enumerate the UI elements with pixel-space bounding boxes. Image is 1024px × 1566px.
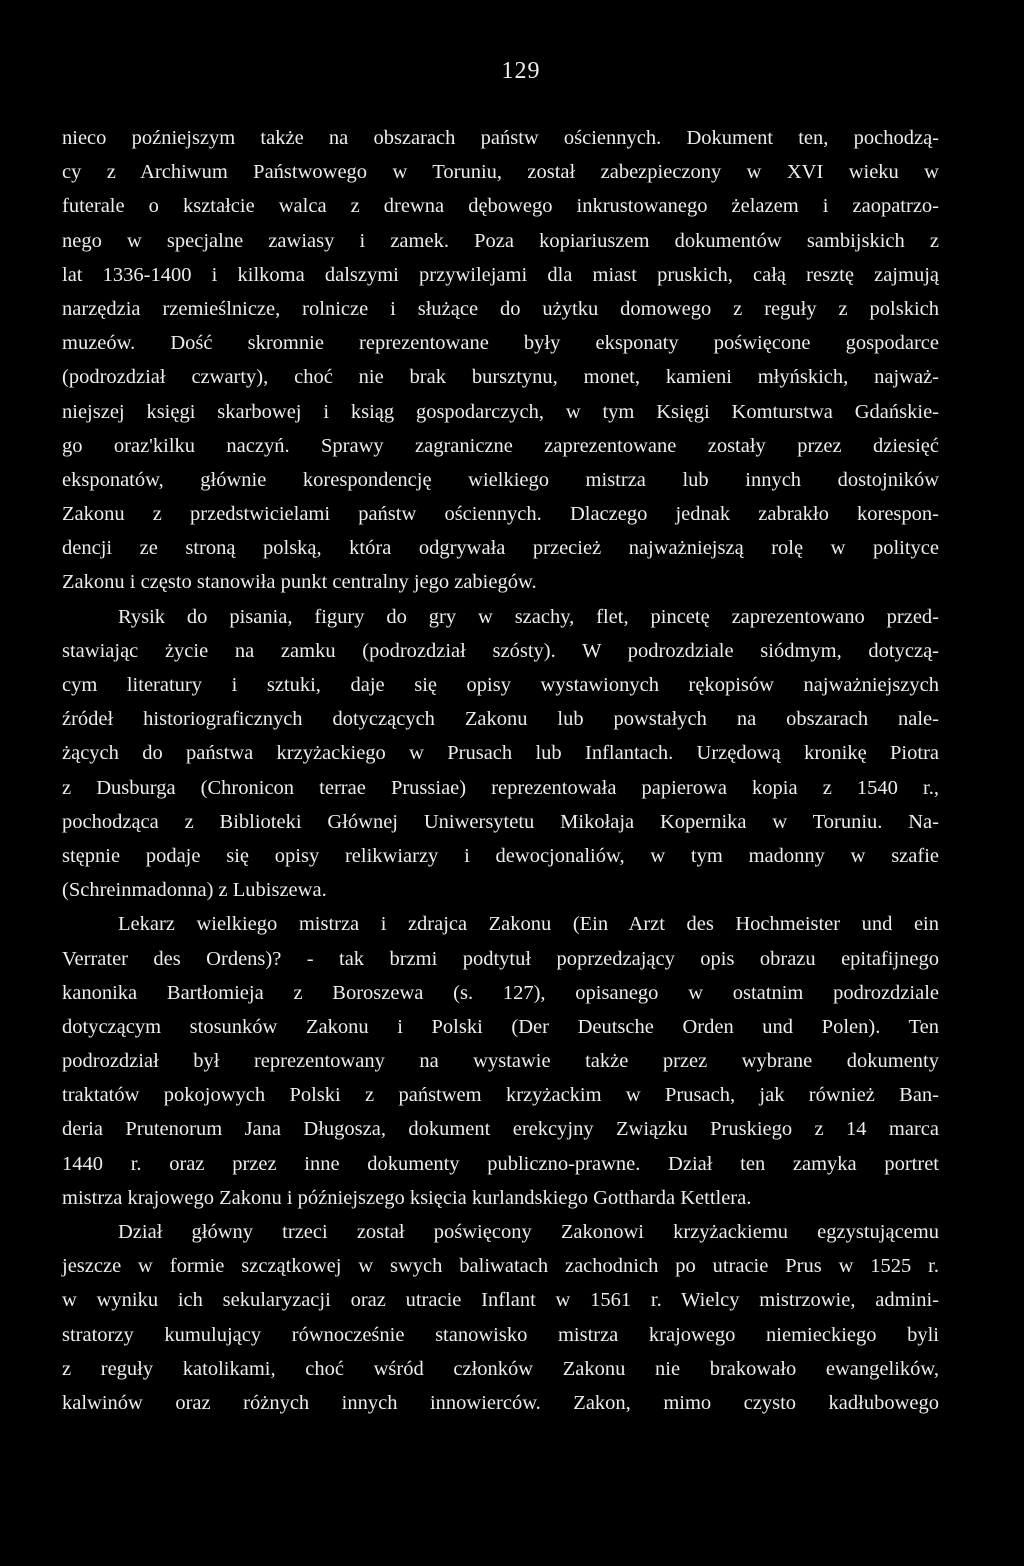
text-line: go oraz'kilku naczyń. Sprawy zagraniczne zaprezentowane zostały przez dziesięć bbox=[62, 434, 939, 457]
text-line: stratorzy kumulujący równocześnie stanowisko mistrza krajowego niemieckiego byli bbox=[62, 1323, 939, 1346]
page-number: 129 bbox=[501, 58, 541, 84]
text-line: eksponatów, głównie korespondencję wielkiego mistrza lub innych dostojników bbox=[62, 468, 939, 491]
text-line: źródeł historiograficznych dotyczących Zakonu lub powstałych na obszarach nale- bbox=[62, 708, 939, 731]
text-line: Zakonu z przedstwicielami państw ościennych. Dlaczego jednak zabrakło korespon- bbox=[62, 503, 939, 526]
paragraph-end-line: (Schreinmadonna) z Lubiszewa. bbox=[62, 879, 327, 902]
text-line: nego w specjalne zawiasy i zamek. Poza kopiariuszem dokumentów sambijskich z bbox=[62, 229, 939, 252]
paragraph-end-line: Zakonu i często stanowiła punkt centralny jego zabiegów. bbox=[62, 571, 537, 594]
text-line: narzędzia rzemieślnicze, rolnicze i służące do użytku domowego z reguły z polskich bbox=[62, 297, 939, 320]
text-line: cy z Archiwum Państwowego w Toruniu, został zabezpieczony w XVI wieku w bbox=[62, 161, 939, 184]
text-line: kanonika Bartłomieja z Boroszewa (s. 127), opisanego w ostatnim podrozdziale bbox=[62, 981, 939, 1004]
text-line: traktatów pokojowych Polski z państwem krzyżackim w Prusach, jak również Ban- bbox=[62, 1084, 939, 1107]
text-line: dotyczącym stosunków Zakonu i Polski (Der Deutsche Orden und Polen). Ten bbox=[62, 1015, 939, 1038]
text-line: 1440 r. oraz przez inne dokumenty publiczno-prawne. Dział ten zamyka portret bbox=[62, 1152, 939, 1175]
text-line: niejszej księgi skarbowej i ksiąg gospodarczych, w tym Księgi Komturstwa Gdańskie- bbox=[62, 400, 939, 423]
text-line: muzeów. Dość skromnie reprezentowane były eksponaty poświęcone gospodarce bbox=[62, 332, 939, 355]
text-line: w wyniku ich sekularyzacji oraz utracie Inflant w 1561 r. Wielcy mistrzowie, admini- bbox=[62, 1289, 939, 1312]
text-line: podrozdział był reprezentowany na wystawie także przez wybrane dokumenty bbox=[62, 1050, 939, 1073]
text-line: stawiając życie na zamku (podrozdział szósty). W podrozdziale siódmym, dotyczą- bbox=[62, 639, 939, 662]
text-line: nieco poźniejszym także na obszarach państw ościennych. Dokument ten, pochodzą- bbox=[62, 127, 939, 149]
text-line: Verrater des Ordens)? - tak brzmi podtytuł poprzedzający opis obrazu epitafijnego bbox=[62, 947, 939, 970]
text-line: żących do państwa krzyżackiego w Prusach lub Inflantach. Urzędową kronikę Piotra bbox=[62, 742, 939, 765]
paragraph-start-line: Rysik do pisania, figury do gry w szachy, flet, pincetę zaprezentowano przed- bbox=[118, 605, 939, 628]
body-text bbox=[62, 121, 939, 1420]
paragraph-start-line: Lekarz wielkiego mistrza i zdrajca Zakonu (Ein Arzt des Hochmeister und ein bbox=[118, 913, 939, 936]
text-line: cym literatury i sztuki, daje się opisy wystawionych rękopisów najważniejszych bbox=[62, 674, 939, 696]
text-line: kalwinów oraz różnych innych innowierców. Zakon, mimo czysto kadłubowego bbox=[62, 1391, 939, 1414]
text-line: jeszcze w formie szczątkowej w swych baliwatach zachodnich po utracie Prus w 1525 r. bbox=[62, 1255, 939, 1278]
text-line: (podrozdział czwarty), choć nie brak bursztynu, monet, kamieni młyńskich, najważ- bbox=[62, 366, 939, 389]
text-line: deria Prutenorum Jana Długosza, dokument erekcyjny Związku Pruskiego z 14 marca bbox=[62, 1118, 939, 1141]
paragraph-end-line: mistrza krajowego Zakonu i późniejszego księcia kurlandskiego Gottharda Kettlera. bbox=[62, 1186, 752, 1209]
paragraph-start-line: Dział główny trzeci został poświęcony Zakonowi krzyżackiemu egzystującemu bbox=[118, 1221, 939, 1243]
text-line: z Dusburga (Chronicon terrae Prussiae) reprezentowała papierowa kopia z 1540 r., bbox=[62, 776, 939, 799]
text-line: lat 1336-1400 i kilkoma dalszymi przywilejami dla miast pruskich, całą resztę zajmują bbox=[62, 263, 939, 286]
text-line: futerale o kształcie walca z drewna dębowego inkrustowanego żelazem i zaopatrzo- bbox=[62, 195, 939, 218]
text-line: dencji ze stroną polską, która odgrywała przecież najważniejszą rolę w polityce bbox=[62, 537, 939, 560]
text-line: pochodząca z Biblioteki Głównej Uniwersytetu Mikołaja Kopernika w Toruniu. Na- bbox=[62, 810, 939, 833]
text-line: z reguły katolikami, choć wśród członków Zakonu nie brakowało ewangelików, bbox=[62, 1357, 939, 1380]
text-line: stępnie podaje się opisy relikwiarzy i dewocjonaliów, w tym madonny w szafie bbox=[62, 844, 939, 867]
